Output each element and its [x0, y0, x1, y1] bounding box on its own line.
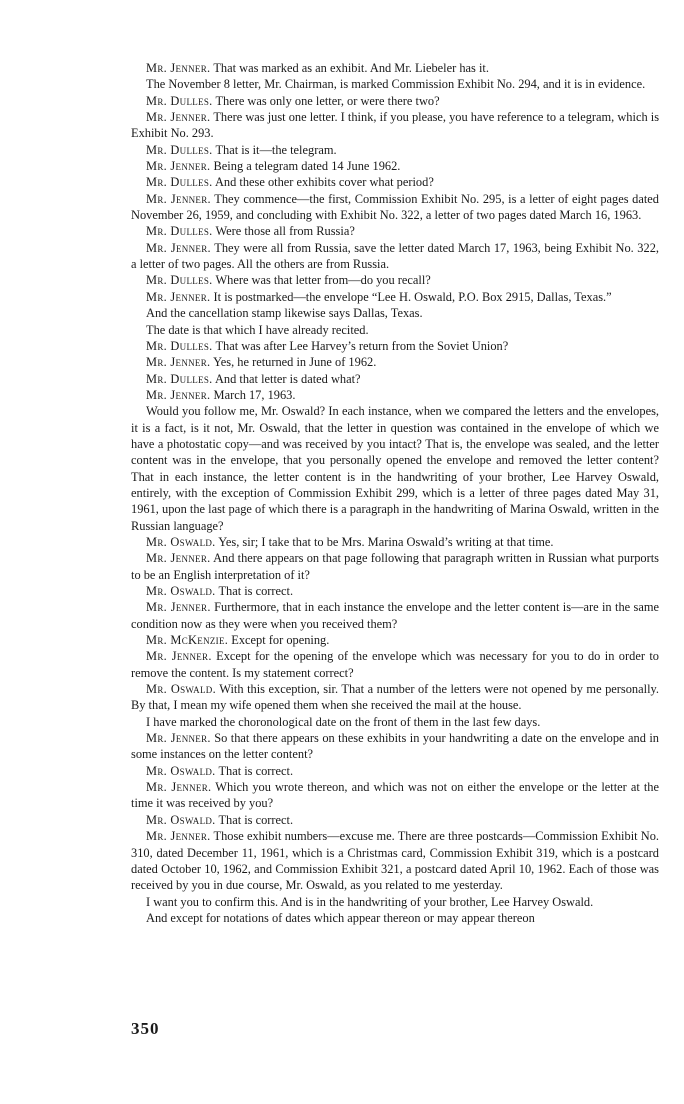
paragraph-text: March 17, 1963. [213, 387, 296, 402]
transcript-paragraph [131, 142, 659, 158]
speaker-name: Mr. Jenner. [146, 780, 212, 795]
transcript-paragraph [131, 60, 659, 76]
transcript-paragraph [131, 730, 659, 763]
paragraph-text: And the cancellation stamp likewise says Dallas, Texas. [146, 306, 423, 321]
transcript-paragraph [131, 828, 659, 893]
paragraph-text: Except for the opening of the envelope which was necessary for you to do in order to remove the content. Is my statement correct? [131, 649, 659, 680]
transcript-paragraph [131, 763, 659, 779]
speaker-name: Mr. Dulles. [146, 142, 213, 157]
transcript-paragraph [131, 354, 659, 370]
speaker-name: Mr. Jenner. [146, 191, 211, 206]
transcript-paragraph [131, 305, 659, 321]
paragraph-text: Those exhibit numbers—excuse me. There are three postcards—Commission Exhibit No. 310, dated December 11, 1961, which is a Christmas card, Commission Exhibit 319, which is a postcard dated October 10, 1962, and Commission Exhibit 321, a postcard dated April 10, 1962. Each of those was received by you in due course, Mr. Oswald, as you related to me yesterday. [131, 829, 660, 893]
paragraph-text: And these other exhibits cover what period? [214, 175, 434, 190]
paragraph-text: And that letter is dated what? [214, 371, 361, 386]
paragraph-text: The date is that which I have already recited. [146, 322, 369, 337]
transcript-paragraph [131, 223, 659, 239]
paragraph-text: So that there appears on these exhibits in your handwriting a date on the envelope and in some instances on the letter content? [131, 731, 659, 762]
page-number: 350 [131, 1019, 160, 1038]
paragraph-text: With this exception, sir. That a number of the letters were not opened by me personally. By that, I mean my wife opened them when she received the mail at the house. [131, 682, 659, 713]
speaker-name: Mr. Oswald. [146, 763, 216, 778]
paragraph-text: That is it—the telegram. [215, 142, 337, 157]
transcript-paragraph [131, 76, 659, 92]
paragraph-text: Where was that letter from—do you recall? [215, 273, 431, 288]
speaker-name: Mr. McKenzie. [146, 633, 229, 648]
transcript-body [131, 60, 659, 926]
speaker-name: Mr. Dulles. [146, 371, 213, 386]
paragraph-text: That is correct. [218, 763, 294, 778]
paragraph-text: Furthermore, that in each instance the envelope and the letter content is—are in the same condition now as they were when you received them? [131, 600, 660, 631]
paragraph-text: Were those all from Russia? [215, 224, 355, 239]
paragraph-text: And there appears on that page following that paragraph written in Russian what purports to be an English interpretation of it? [131, 551, 659, 582]
paragraph-text: I have marked the choronological date on the front of them in the last few days. [146, 714, 541, 729]
speaker-name: Mr. Dulles. [146, 175, 213, 190]
transcript-paragraph [131, 191, 659, 224]
speaker-name: Mr. Oswald. [146, 584, 216, 598]
paragraph-text: That was marked as an exhibit. And Mr. Liebeler has it. [213, 61, 489, 75]
speaker-name: Mr. Dulles. [146, 338, 213, 353]
transcript-paragraph [131, 599, 659, 632]
speaker-name: Mr. Dulles. [146, 224, 213, 239]
speaker-name: Mr. Jenner. [146, 829, 211, 844]
paragraph-text: Yes, sir; I take that to be Mrs. Marina Oswald’s writing at that time. [218, 534, 554, 549]
transcript-paragraph [131, 779, 659, 812]
paragraph-text: And except for notations of dates which appear thereon or may appear thereon [146, 910, 535, 925]
paragraph-text: There was just one letter. I think, if you please, you have reference to a telegram, which is Exhibit No. 293. [131, 110, 660, 141]
transcript-paragraph [131, 174, 659, 190]
paragraph-text: It is postmarked—the envelope “Lee H. Oswald, P.O. Box 2915, Dallas, Texas.” [213, 289, 612, 304]
speaker-name: Mr. Oswald. [146, 812, 216, 827]
speaker-name: Mr. Jenner. [146, 289, 211, 304]
speaker-name: Mr. Jenner. [146, 240, 211, 255]
transcript-paragraph [131, 583, 659, 599]
paragraph-text: Being a telegram dated 14 June 1962. [213, 159, 401, 174]
transcript-paragraph [131, 632, 659, 648]
speaker-name: Mr. Dulles. [146, 273, 213, 288]
speaker-name: Mr. Jenner. [146, 387, 211, 402]
paragraph-text: I want you to confirm this. And is in the handwriting of your brother, Lee Harvey Oswald. [146, 894, 594, 909]
paragraph-text: The November 8 letter, Mr. Chairman, is marked Commission Exhibit No. 294, and it is in evidence. [146, 77, 646, 92]
speaker-name: Mr. Jenner. [146, 110, 211, 125]
transcript-paragraph [131, 550, 659, 583]
speaker-name: Mr. Jenner. [146, 551, 211, 566]
speaker-name: Mr. Jenner. [146, 600, 211, 615]
transcript-paragraph [131, 534, 659, 550]
transcript-paragraph [131, 894, 659, 910]
transcript-paragraph [131, 910, 659, 926]
transcript-paragraph [131, 371, 659, 387]
speaker-name: Mr. Oswald. [146, 682, 216, 697]
transcript-paragraph [131, 240, 659, 273]
speaker-name: Mr. Jenner. [146, 159, 211, 174]
transcript-paragraph [131, 681, 659, 714]
speaker-name: Mr. Oswald. [146, 534, 216, 549]
paragraph-text: Except for opening. [231, 633, 330, 648]
transcript-paragraph [131, 289, 659, 305]
transcript-paragraph [131, 93, 659, 109]
transcript-paragraph [131, 272, 659, 288]
transcript-paragraph [131, 338, 659, 354]
paragraph-text: Which you wrote thereon, and which was not on either the envelope or the letter at the time it was received by you? [131, 780, 659, 811]
transcript-paragraph [131, 322, 659, 338]
paragraph-text: There was only one letter, or were there two? [215, 93, 440, 108]
paragraph-text: That was after Lee Harvey’s return from the Soviet Union? [215, 338, 509, 353]
transcript-paragraph [131, 648, 659, 681]
speaker-name: Mr. Jenner. [146, 731, 211, 746]
speaker-name: Mr. Jenner. [146, 355, 211, 370]
paragraph-text: Would you follow me, Mr. Oswald? In each instance, when we compared the letters and the envelopes, it is a fact, is it not, Mr. Oswald, that the letter in question was contained in the envelope of which we have a photostatic copy—and was received by you intact? That is, the envelope was sealed, and the letter content was in the envelope, that you personally opened the envelope and removed the letter content? That in each instance, the letter content is in the handwriting of your brother, Lee Harvey Oswald, entirely, with the exception of Commission Exhibit 299, which is a letter of three pages dated May 31, 1961, upon the last page of which there is a paragraph in the handwriting of Marina Oswald, written in the Russian language? [131, 404, 659, 533]
transcript-paragraph [131, 714, 659, 730]
paragraph-text: Yes, he returned in June of 1962. [213, 355, 377, 370]
transcript-paragraph [131, 387, 659, 403]
speaker-name: Mr. Dulles. [146, 93, 213, 108]
paragraph-text: They commence—the first, Commission Exhibit No. 295, is a letter of eight pages dated November 26, 1959, and concluding with Exhibit No. 322, a letter of two pages dated March 16, 1963. [131, 191, 659, 223]
speaker-name: Mr. Jenner. [146, 61, 211, 75]
transcript-paragraph [131, 109, 659, 142]
speaker-name: Mr. Jenner. [146, 649, 212, 664]
paragraph-text: That is correct. [218, 584, 294, 598]
paragraph-text: They were all from Russia, save the letter dated March 17, 1963, being Exhibit No. 322, a letter of two pages. All the others are from Russia. [131, 240, 659, 272]
transcript-paragraph [131, 812, 659, 828]
paragraph-text: That is correct. [218, 812, 294, 827]
transcript-paragraph [131, 158, 659, 174]
transcript-paragraph [131, 403, 659, 534]
